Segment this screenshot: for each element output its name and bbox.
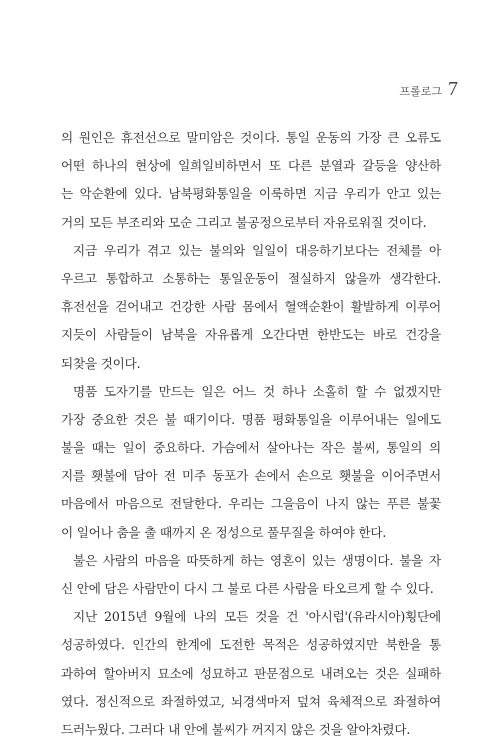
text-line: 불을 때는 일이 중요하다. 가슴에서 살아나는 작은 불씨, 통일의 의 [61,440,441,456]
paragraph [61,549,441,605]
text-line: 지를 횃불에 담아 전 미주 동포가 손에서 손으로 횃불을 이어주면서 [61,468,441,484]
paragraph [61,605,441,746]
text-line: 되찾을 것이다. [61,355,141,371]
text-line: 우르고 통합하고 소통하는 통일운동이 절실하지 않을까 생각한다. [61,270,441,286]
text-line: 거의 모든 부조리와 모순 그리고 불공정으로부터 자유로워질 것이다. [61,214,427,230]
text-line: 과하여 할아버지 묘소에 성묘하고 판문점으로 내려오는 것은 실패하 [61,665,441,681]
paragraph [61,126,441,239]
page-number: 7 [448,78,458,100]
text-line: 이 일어나 춤을 출 때까지 온 정성으로 풀무질을 하여야 한다. [61,524,387,540]
text-line: 불은 사람의 마음을 따뜻하게 하는 영혼이 있는 생명이다. 불을 자 [73,552,441,568]
text-line: 어떤 하나의 현상에 일희일비하면서 또 다른 분열과 갈등을 양산하 [61,158,441,174]
body-text [61,126,441,746]
paragraph [61,239,441,380]
text-line: 지난 2015년 9월에 나의 모든 것을 건 '아시럽'(유라시아)횡단에 [73,609,441,625]
text-line: 드러누웠다. 그러다 내 안에 불씨가 꺼지지 않은 것을 알아차렸다. [61,721,411,737]
running-section-title: 프롤로그 [399,85,442,98]
text-line: 의 원인은 휴전선으로 말미암은 것이다. 통일 운동의 가장 큰 오류도 [61,130,441,145]
text-line: 지듯이 사람들이 남북을 자유롭게 오간다면 한반도는 바로 건강을 [61,327,441,343]
text-line: 휴전선을 걷어내고 건강한 사람 몸에서 혈액순환이 활발하게 이루어 [61,299,441,315]
text-line: 성공하였다. 인간의 한계에 도전한 목적은 성공하였지만 북한을 통 [61,637,441,653]
text-line: 였다. 정신적으로 좌절하였고, 뇌경색마저 덮쳐 육체적으로 좌절하여 [61,693,441,709]
paragraph [61,380,441,549]
text-line: 명품 도자기를 만드는 일은 어느 것 하나 소홀히 할 수 없겠지만 [73,383,441,399]
text-line: 신 안에 담은 사람만이 다시 그 불로 다른 사람을 타오르게 할 수 있다. [61,581,434,596]
text-line: 마음에서 마음으로 전달한다. 우리는 그을음이 나지 않는 푸른 불꽃 [61,496,441,512]
text-line: 지금 우리가 겪고 있는 불의와 일일이 대응하기보다는 전체를 아 [73,242,441,258]
text-line: 는 악순환에 있다. 남북평화통일을 이룩하면 지금 우리가 안고 있는 [61,186,441,202]
page-header [399,78,458,101]
text-line: 가장 중요한 것은 불 때기이다. 명품 평화통일을 이루어내는 일에도 [61,411,441,427]
